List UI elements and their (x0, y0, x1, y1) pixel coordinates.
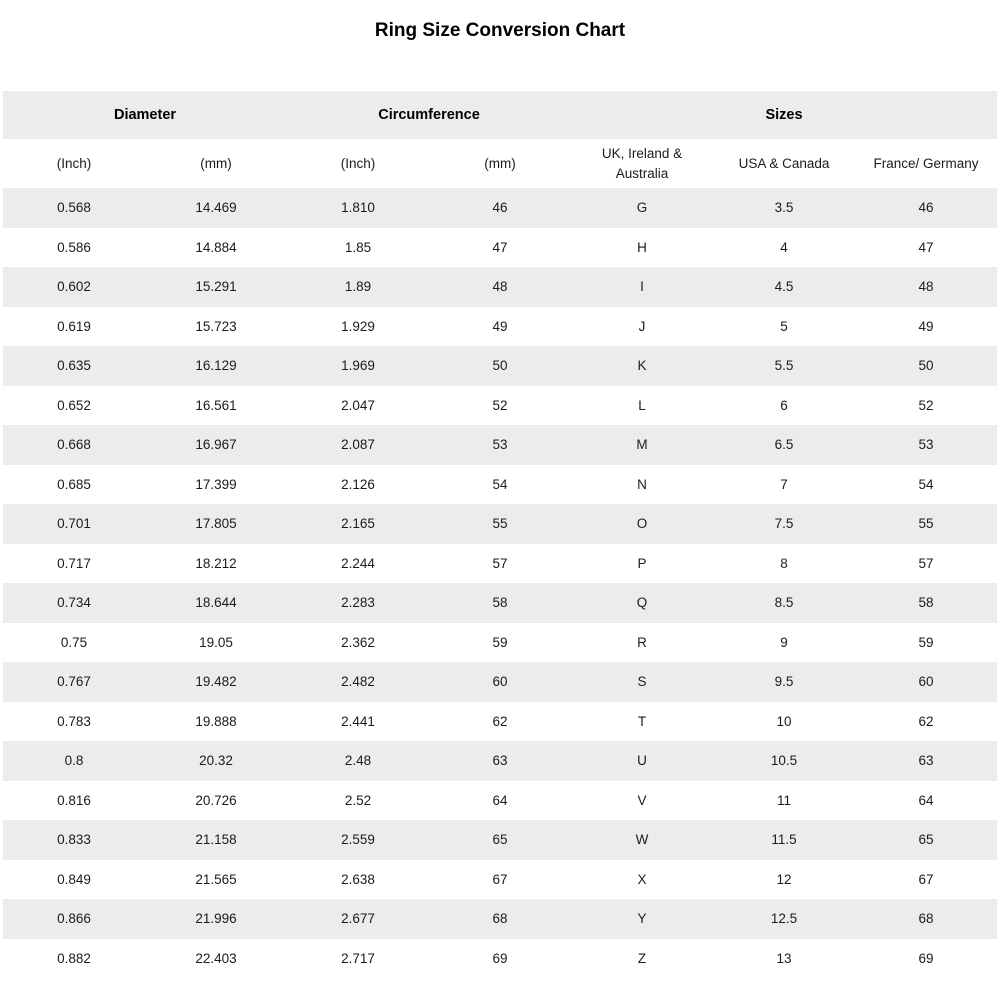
cell-circumference-mm: 54 (492, 476, 508, 492)
cell-size-usa-canada: 4.5 (774, 279, 794, 295)
cell-size-usa-canada: 13 (776, 950, 792, 966)
table-header (3, 91, 997, 188)
cell-diameter-mm: 21.158 (195, 832, 237, 848)
cell-circumference-mm: 57 (492, 555, 508, 571)
cell-size-uk-ireland-australia: X (637, 871, 647, 887)
cell-circumference-inch: 2.362 (341, 634, 375, 650)
cell-circumference-inch: 1.810 (341, 200, 375, 216)
cell-circumference-mm: 48 (492, 279, 508, 295)
cell-circumference-inch: 2.283 (341, 595, 375, 611)
table-row (3, 307, 997, 347)
table-row (3, 228, 997, 268)
cell-circumference-inch: 1.85 (344, 239, 372, 255)
cell-diameter-inch: 0.619 (57, 318, 91, 334)
table-row (3, 267, 997, 307)
cell-diameter-mm: 20.32 (199, 753, 233, 769)
cell-diameter-inch: 0.635 (57, 358, 91, 374)
cell-diameter-inch: 0.882 (57, 950, 91, 966)
table-row (3, 188, 997, 228)
cell-size-uk-ireland-australia: Z (637, 950, 647, 966)
cell-size-france-germany: 59 (918, 634, 934, 650)
column-header-uk-ireland-australia: UK, Ireland & Australia (571, 139, 713, 188)
cell-diameter-inch: 0.783 (57, 713, 91, 729)
cell-size-france-germany: 62 (918, 713, 934, 729)
cell-diameter-mm: 19.482 (195, 674, 237, 690)
cell-size-usa-canada: 6 (780, 397, 788, 413)
column-header-usa-canada: USA & Canada (713, 139, 855, 188)
cell-size-usa-canada: 12 (776, 871, 792, 887)
cell-size-france-germany: 53 (918, 437, 934, 453)
cell-diameter-mm: 20.726 (195, 792, 237, 808)
cell-size-usa-canada: 9 (780, 634, 788, 650)
column-header-diameter-inch: (Inch) (3, 139, 145, 188)
table-row (3, 386, 997, 426)
table-row (3, 899, 997, 939)
cell-circumference-inch: 2.165 (341, 516, 375, 532)
cell-circumference-inch: 1.89 (344, 279, 372, 295)
cell-diameter-mm: 14.884 (195, 239, 237, 255)
cell-circumference-inch: 2.48 (344, 753, 372, 769)
cell-size-uk-ireland-australia: I (640, 279, 644, 295)
cell-circumference-mm: 52 (492, 397, 508, 413)
cell-circumference-inch: 2.047 (341, 397, 375, 413)
cell-size-france-germany: 65 (918, 832, 934, 848)
cell-size-uk-ireland-australia: Q (636, 595, 648, 611)
cell-diameter-mm: 19.888 (195, 713, 237, 729)
table-row (3, 583, 997, 623)
column-header-circumference-mm: (mm) (429, 139, 571, 188)
cell-size-usa-canada: 12.5 (770, 911, 798, 927)
page-title: Ring Size Conversion Chart (374, 20, 626, 41)
cell-diameter-inch: 0.586 (57, 239, 91, 255)
cell-circumference-inch: 2.441 (341, 713, 375, 729)
column-group-sizes: Sizes (571, 91, 997, 139)
cell-size-uk-ireland-australia: J (638, 318, 646, 334)
cell-size-uk-ireland-australia: Y (637, 911, 647, 927)
cell-diameter-inch: 0.734 (57, 595, 91, 611)
cell-size-france-germany: 48 (918, 279, 934, 295)
cell-size-france-germany: 60 (918, 674, 934, 690)
table-row (3, 939, 997, 979)
cell-circumference-mm: 49 (492, 318, 508, 334)
cell-size-usa-canada: 5.5 (774, 358, 794, 374)
cell-size-uk-ireland-australia: H (637, 239, 647, 255)
cell-size-uk-ireland-australia: W (635, 832, 649, 848)
cell-size-france-germany: 69 (918, 950, 934, 966)
cell-diameter-mm: 14.469 (195, 200, 237, 216)
cell-circumference-mm: 63 (492, 753, 508, 769)
cell-size-usa-canada: 11 (776, 792, 791, 808)
cell-circumference-inch: 2.244 (341, 555, 375, 571)
cell-diameter-inch: 0.849 (57, 871, 91, 887)
table-row (3, 425, 997, 465)
table-row (3, 820, 997, 860)
cell-diameter-mm: 15.723 (195, 318, 237, 334)
cell-circumference-mm: 58 (492, 595, 508, 611)
cell-circumference-inch: 2.52 (344, 792, 372, 808)
cell-circumference-inch: 2.677 (341, 911, 375, 927)
cell-size-uk-ireland-australia: N (637, 476, 647, 492)
cell-size-france-germany: 64 (918, 792, 934, 808)
cell-circumference-mm: 68 (492, 911, 508, 927)
table-row (3, 623, 997, 663)
cell-size-usa-canada: 7.5 (774, 516, 794, 532)
cell-diameter-mm: 15.291 (195, 279, 237, 295)
table-row (3, 504, 997, 544)
cell-diameter-mm: 19.05 (199, 634, 233, 650)
cell-size-uk-ireland-australia: K (637, 358, 647, 374)
cell-size-usa-canada: 11.5 (771, 832, 797, 848)
cell-diameter-mm: 16.561 (195, 397, 237, 413)
cell-circumference-mm: 64 (492, 792, 508, 808)
cell-size-france-germany: 52 (918, 397, 934, 413)
cell-circumference-inch: 1.969 (341, 358, 375, 374)
cell-circumference-mm: 55 (492, 516, 508, 532)
table-row (3, 346, 997, 386)
cell-diameter-mm: 22.403 (195, 950, 237, 966)
cell-circumference-inch: 1.929 (341, 318, 375, 334)
cell-diameter-inch: 0.75 (60, 634, 88, 650)
cell-size-uk-ireland-australia: G (636, 200, 648, 216)
cell-size-usa-canada: 4 (780, 239, 788, 255)
cell-size-france-germany: 57 (918, 555, 934, 571)
cell-size-uk-ireland-australia: V (637, 792, 647, 808)
cell-size-france-germany: 54 (918, 476, 934, 492)
table-row (3, 702, 997, 742)
cell-size-uk-ireland-australia: R (637, 634, 647, 650)
cell-size-uk-ireland-australia: L (638, 397, 646, 413)
cell-circumference-mm: 46 (492, 200, 508, 216)
cell-size-usa-canada: 10 (776, 713, 792, 729)
column-group-row (3, 91, 997, 139)
cell-circumference-inch: 2.717 (341, 950, 375, 966)
cell-size-france-germany: 47 (918, 239, 934, 255)
cell-circumference-inch: 2.482 (341, 674, 375, 690)
table-row (3, 781, 997, 821)
cell-diameter-inch: 0.568 (57, 200, 91, 216)
cell-diameter-inch: 0.602 (57, 279, 91, 295)
cell-size-france-germany: 50 (918, 358, 934, 374)
table-row (3, 741, 997, 781)
cell-size-uk-ireland-australia: S (637, 674, 647, 690)
column-group-diameter: Diameter (3, 91, 287, 139)
cell-size-usa-canada: 8 (780, 555, 788, 571)
cell-size-france-germany: 55 (918, 516, 934, 532)
cell-size-france-germany: 46 (918, 200, 934, 216)
ring-size-conversion-table (3, 91, 997, 978)
column-header-france-germany: France/ Germany (855, 139, 997, 188)
cell-diameter-inch: 0.652 (57, 397, 91, 413)
cell-diameter-mm: 17.399 (195, 476, 237, 492)
cell-size-uk-ireland-australia: U (637, 753, 647, 769)
cell-size-usa-canada: 10.5 (770, 753, 798, 769)
cell-diameter-inch: 0.767 (57, 674, 91, 690)
cell-size-france-germany: 67 (918, 871, 934, 887)
cell-circumference-inch: 2.638 (341, 871, 375, 887)
column-header-circumference-inch: (Inch) (287, 139, 429, 188)
cell-size-usa-canada: 9.5 (774, 674, 794, 690)
cell-diameter-inch: 0.8 (64, 753, 84, 769)
cell-size-usa-canada: 3.5 (774, 200, 794, 216)
table-row (3, 860, 997, 900)
cell-diameter-inch: 0.701 (57, 516, 91, 532)
table-row (3, 465, 997, 505)
cell-circumference-mm: 47 (492, 239, 508, 255)
table-row (3, 544, 997, 584)
cell-diameter-mm: 21.565 (195, 871, 237, 887)
table-body (3, 188, 997, 978)
cell-circumference-mm: 62 (492, 713, 508, 729)
cell-size-uk-ireland-australia: P (637, 555, 647, 571)
cell-diameter-mm: 21.996 (195, 911, 237, 927)
column-header-diameter-mm: (mm) (145, 139, 287, 188)
column-group-circumference: Circumference (287, 91, 571, 139)
cell-size-usa-canada: 5 (780, 318, 788, 334)
cell-circumference-mm: 69 (492, 950, 508, 966)
cell-diameter-inch: 0.668 (57, 437, 91, 453)
cell-diameter-mm: 18.212 (195, 555, 237, 571)
cell-circumference-inch: 2.126 (341, 476, 375, 492)
cell-diameter-inch: 0.816 (57, 792, 91, 808)
cell-size-france-germany: 68 (918, 911, 934, 927)
cell-size-france-germany: 63 (918, 753, 934, 769)
cell-size-usa-canada: 8.5 (774, 595, 794, 611)
cell-diameter-mm: 18.644 (195, 595, 237, 611)
cell-diameter-inch: 0.866 (57, 911, 91, 927)
cell-circumference-inch: 2.559 (341, 832, 375, 848)
cell-diameter-mm: 16.129 (195, 358, 237, 374)
cell-size-uk-ireland-australia: O (636, 516, 648, 532)
cell-circumference-inch: 2.087 (341, 437, 375, 453)
table-row (3, 662, 997, 702)
cell-diameter-mm: 16.967 (195, 437, 237, 453)
cell-diameter-inch: 0.833 (57, 832, 91, 848)
cell-size-france-germany: 58 (918, 595, 934, 611)
cell-circumference-mm: 53 (492, 437, 508, 453)
cell-circumference-mm: 50 (492, 358, 508, 374)
cell-size-france-germany: 49 (918, 318, 934, 334)
cell-diameter-inch: 0.685 (57, 476, 91, 492)
cell-size-usa-canada: 7 (780, 476, 788, 492)
cell-size-uk-ireland-australia: T (637, 713, 647, 729)
column-header-row (3, 139, 997, 188)
cell-circumference-mm: 60 (492, 674, 508, 690)
cell-diameter-inch: 0.717 (57, 555, 91, 571)
cell-circumference-mm: 65 (492, 832, 508, 848)
cell-circumference-mm: 67 (492, 871, 508, 887)
cell-size-usa-canada: 6.5 (774, 437, 794, 453)
cell-size-uk-ireland-australia: M (636, 437, 648, 453)
cell-circumference-mm: 59 (492, 634, 508, 650)
cell-diameter-mm: 17.805 (195, 516, 237, 532)
